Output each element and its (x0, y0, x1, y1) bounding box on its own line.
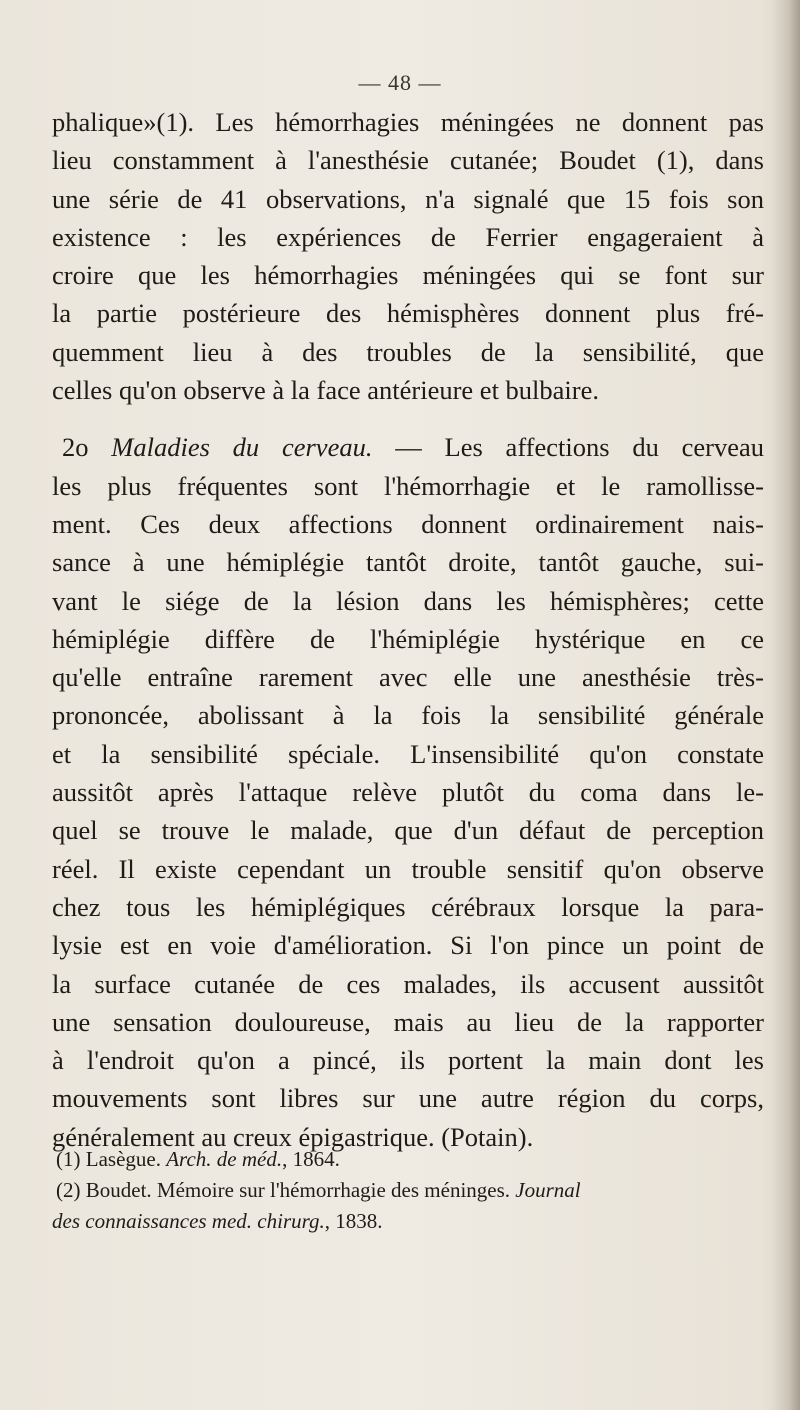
text-line: une série de 41 observations, n'a signalé que 15 fois son (52, 183, 764, 214)
text-line: les plus fréquentes sont l'hémorrhagie et le ramollisse- (52, 470, 764, 501)
footnote-1 (52, 1144, 764, 1175)
text-line: généralement au creux épigastrique. (Potain). (52, 1121, 534, 1152)
text-line: et la sensibilité spéciale. L'insensibilité qu'on constate (52, 738, 764, 769)
text-line: réel. Il existe cependant un trouble sensitif qu'on observe (52, 853, 764, 884)
text-line: croire que les hémorrhagies méningées qui se font sur (52, 260, 764, 291)
text-line: prononcée, abolissant à la fois la sensibilité générale (52, 700, 764, 731)
text-line: aussitôt après l'attaque relève plutôt du coma dans le- (52, 777, 764, 808)
footnote-marker: (2) (56, 1178, 81, 1202)
text-line: une sensation douloureuse, mais au lieu de la rapporter (52, 1006, 764, 1037)
footnote-2 (52, 1175, 764, 1206)
paragraph-2 (52, 428, 764, 1156)
text-line: la surface cutanée de ces malades, ils accusent aussitôt (52, 968, 764, 999)
page-edge-shadow (772, 0, 800, 1410)
text-line: chez tous les hémiplégiques cérébraux lorsque la para- (52, 891, 764, 922)
text-line: lysie est en voie d'amélioration. Si l'on pince un point de (52, 930, 764, 961)
footnote-rest: , 1864. (282, 1147, 340, 1171)
section-heading-line (52, 428, 764, 466)
text-line: lieu constamment à l'anesthésie cutanée; Boudet (1), dans (52, 145, 764, 176)
footnote-text: Boudet. Mémoire sur l'hémorrhagie des méninges. (80, 1178, 516, 1202)
body-text (52, 103, 764, 1156)
text-line: hémiplégie diffère de l'hémiplégie hystérique en ce (52, 623, 764, 654)
footnote-journal: Journal (515, 1178, 581, 1202)
section-heading-rest: — Les affections du cerveau (372, 432, 764, 463)
text-line: quemment lieu à des troubles de la sensibilité, que (52, 336, 764, 367)
text-line: mouvements sont libres sur une autre région du corps, (52, 1083, 764, 1114)
text-line: existence : les expériences de Ferrier engageraient à (52, 221, 764, 252)
text-line: phalique»(1). Les hémorrhagies méningées ne donnent pas (52, 107, 764, 137)
paragraph-1 (52, 103, 764, 409)
footnote-marker: (1) (56, 1147, 81, 1171)
text-line: quel se trouve le malade, que d'un défaut de perception (52, 815, 764, 846)
footnote-journal-continued: des connaissances med. chirurg. (52, 1209, 325, 1233)
text-line: qu'elle entraîne rarement avec elle une anesthésie très- (52, 662, 764, 693)
footnotes (52, 1144, 764, 1237)
footnote-author: Lasègue. (80, 1147, 167, 1171)
text-line: la partie postérieure des hémisphères donnent plus fré- (52, 298, 764, 329)
footnote-rest: , 1838. (324, 1209, 383, 1233)
paragraph-gap (52, 409, 764, 428)
text-line: sance à une hémiplégie tantôt droite, tantôt gauche, sui- (52, 547, 764, 578)
text-line: ment. Ces deux affections donnent ordinairement nais- (52, 508, 764, 539)
section-heading: Maladies du cerveau. (111, 432, 373, 463)
footnote-source: Arch. de méd. (166, 1147, 283, 1171)
footnote-2-continued (52, 1206, 764, 1237)
text-line: vant le siége de la lésion dans les hémisphères; cette (52, 585, 764, 616)
section-number: 2o (62, 432, 89, 463)
text-line: à l'endroit qu'on a pincé, ils portent la main dont les (52, 1045, 764, 1076)
text-line: celles qu'on observe à la face antérieure et bulbaire. (52, 375, 600, 406)
page-number: — 48 — (358, 70, 442, 95)
